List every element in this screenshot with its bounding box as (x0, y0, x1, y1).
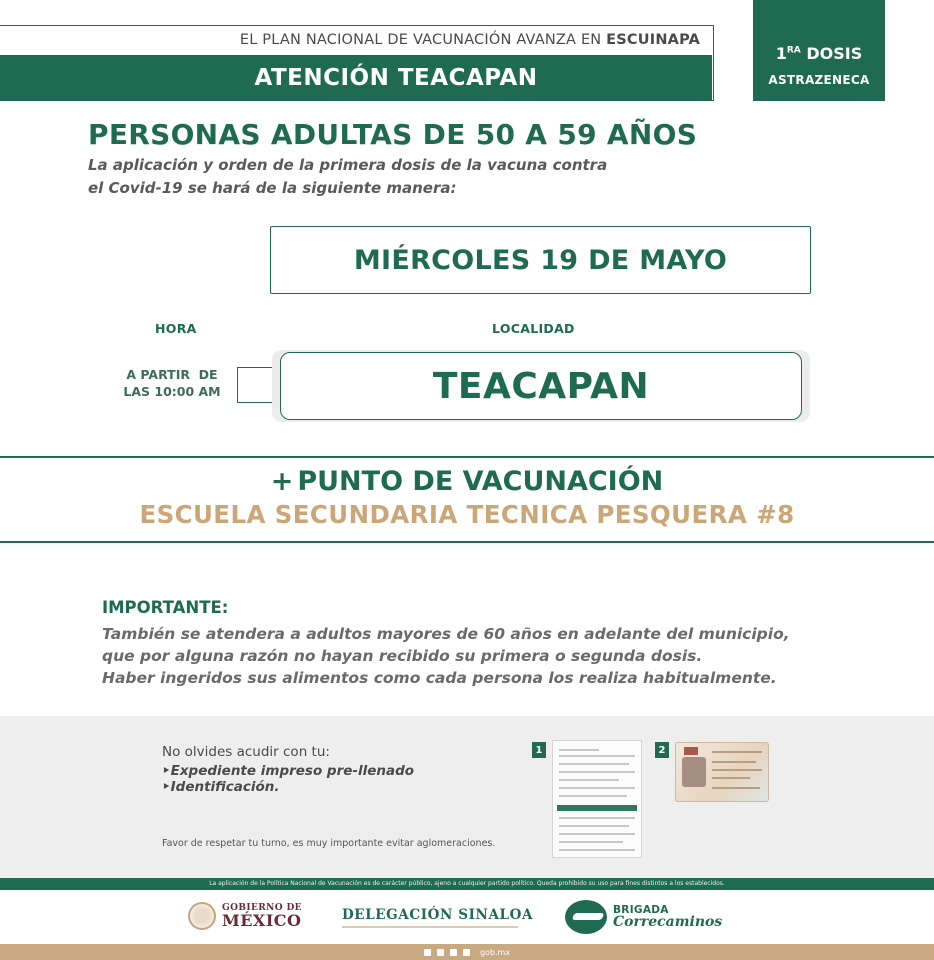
form-document-icon (552, 740, 642, 858)
delegacion-underline (342, 926, 518, 928)
time-text: A PARTIR DE LAS 10:00 AM (123, 367, 221, 399)
important-text: También se atendera a adultos mayores de 60 años en adelante del municipio, que por alguna razón no hayan recibido su primera o segunda dosis. Haber ingeridos sus alimentos como cada persona los realiza habitualmente. (102, 625, 790, 687)
date-box: MIÉRCOLES 19 DE MAYO (270, 226, 811, 294)
roadrunner-icon (565, 900, 607, 934)
gob-url-link[interactable]: gob.mx (479, 947, 511, 957)
dose-vaccine: ASTRAZENECA (768, 73, 870, 87)
id-card-icon (675, 742, 769, 802)
vaccination-point-title: + PUNTO DE VACUNACIÓN (270, 466, 664, 497)
instagram-icon[interactable] (450, 949, 457, 956)
social-bar (0, 944, 934, 960)
intro-text: La aplicación y orden de la primera dosis de la vacuna contra el Covid-19 se hará de la siguiente manera: (88, 156, 608, 197)
reminder-item-identificacion: ‣Identificación. (162, 779, 280, 795)
dose-number: $1^{RA}$ DOSIS (775, 44, 863, 63)
locality-box: TEACAPAN (280, 352, 802, 420)
reminder-title: No olvides acudir con tu: (162, 744, 330, 760)
doc1-number-badge: 1 (532, 742, 546, 758)
reminder-item-expediente: ‣Expediente impreso pre-llenado (162, 763, 415, 779)
page-title: PERSONAS ADULTAS DE 50 A 59 AÑOS (88, 118, 698, 151)
youtube-icon[interactable] (463, 949, 470, 956)
twitter-icon[interactable] (437, 949, 444, 956)
header-banner: ATENCIÓN TEACAPAN (0, 55, 712, 101)
seal-icon (188, 902, 216, 930)
id-card-flag (684, 747, 698, 755)
dose-badge (753, 0, 885, 101)
vaccination-point-school: ESCUELA SECUNDARIA TECNICA PESQUERA #8 (139, 500, 795, 529)
header-subtitle-place: ESCUINAPA (606, 32, 700, 48)
plus-icon: + (270, 466, 294, 497)
doc2-number-badge: 2 (655, 742, 669, 758)
header-subtitle: EL PLAN NACIONAL DE VACUNACIÓN AVANZA EN ESCUINAPA (239, 32, 700, 48)
id-card-photo (682, 757, 706, 787)
legal-bar: La aplicación de la Política Nacional de Vacunación es de carácter público, ajeno a cualquier partido político. Queda prohibido su uso para fines distintos a los establecidos. (0, 878, 934, 890)
header-frame (0, 25, 714, 101)
hora-label: HORA (155, 321, 197, 336)
gobierno-mexico-logo: GOBIERNO DE MÉXICO (188, 902, 302, 930)
logos-row (0, 890, 934, 944)
delegacion-sinaloa-logo: DELEGACIÓN SINALOA (342, 907, 534, 923)
facebook-icon[interactable] (424, 949, 431, 956)
respect-note: Favor de respetar tu turno, es muy importante evitar aglomeraciones. (162, 838, 496, 849)
vaccination-point-section (0, 456, 934, 543)
reminder-section (0, 716, 934, 878)
important-label: IMPORTANTE: (102, 598, 229, 617)
localidad-label: LOCALIDAD (492, 321, 575, 336)
brigada-correcaminos-logo: BRIGADA Correcaminos (565, 900, 722, 934)
